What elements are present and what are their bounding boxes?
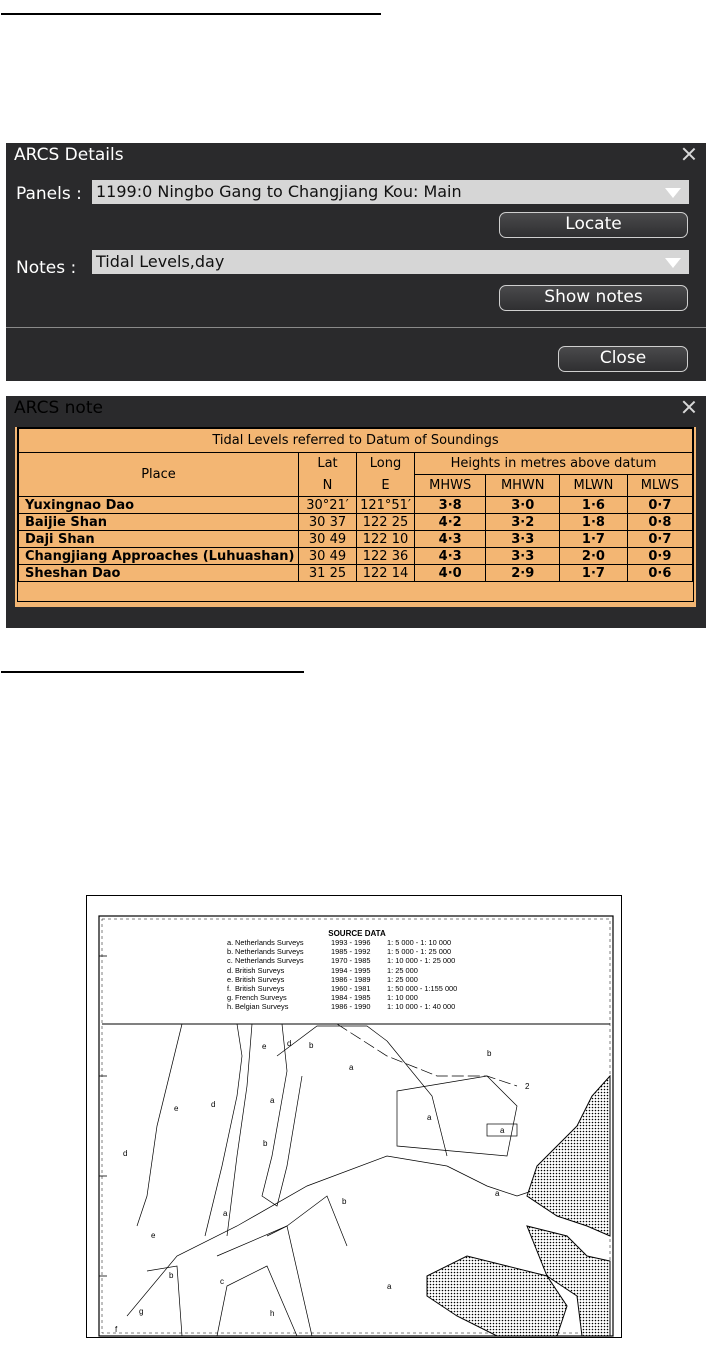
mlwn-cell: 1·7	[560, 565, 628, 582]
close-button[interactable]: Close	[558, 346, 688, 372]
lat-cell: 30°21′	[299, 497, 357, 514]
lat-cell: 30 37	[299, 514, 357, 531]
close-icon[interactable]	[680, 145, 698, 163]
legend-key: b.	[227, 947, 234, 957]
show-notes-button[interactable]: Show notes	[499, 285, 688, 311]
legend-name: Belgian Surveys	[235, 1002, 289, 1012]
map-label: c	[220, 1277, 224, 1286]
legend-scale: 1: 50 000 - 1:155 000	[387, 984, 458, 994]
mlwn-cell: 2·0	[560, 548, 628, 565]
legend-key: e.	[227, 974, 234, 984]
legend-name: Netherlands Surveys	[235, 947, 304, 957]
mhwn-cell: 3·0	[486, 497, 560, 514]
col-mhwn: MHWN	[486, 475, 560, 497]
legend-row	[227, 966, 487, 975]
legend-scale: 1: 5 000 - 1: 10 000	[387, 938, 452, 947]
mlws-cell: 0·9	[627, 548, 692, 565]
arcs-note-window	[6, 396, 706, 628]
locate-button[interactable]: Locate	[499, 212, 688, 238]
map-label: e	[262, 1042, 267, 1051]
mlwn-cell: 1·6	[560, 497, 628, 514]
legend-years: 1960 - 1981	[331, 984, 371, 994]
lat-cell: 30 49	[299, 548, 357, 565]
map-label: a	[387, 1282, 392, 1291]
legend-name: British Surveys	[235, 974, 285, 984]
col-lat: Lat	[299, 453, 357, 475]
panels-select-value: 1199:0 Ningbo Gang to Changjiang Kou: Main	[96, 182, 462, 201]
lat-cell: 31 25	[299, 565, 357, 582]
map-label: b	[487, 1049, 492, 1058]
legend-row	[227, 938, 487, 947]
legend-name: Netherlands Surveys	[235, 938, 304, 947]
legend-row	[227, 984, 487, 993]
map-label: a	[500, 1126, 505, 1135]
mlws-cell: 0·7	[627, 531, 692, 548]
col-long-unit: E	[357, 475, 415, 497]
legend-scale: 1: 25 000	[387, 974, 418, 984]
long-cell: 121°51′	[357, 497, 415, 514]
table-row	[19, 531, 693, 548]
map-label: h	[270, 1309, 275, 1318]
long-cell: 122 14	[357, 565, 415, 582]
mlwn-cell: 1·7	[560, 531, 628, 548]
middle-rule	[1, 671, 304, 673]
legend-years: 1994 - 1995	[331, 965, 371, 975]
legend-name: Netherlands Surveys	[235, 956, 304, 966]
col-mhws: MHWS	[415, 475, 486, 497]
table-title: Tidal Levels referred to Datum of Soundings	[19, 429, 693, 453]
mhws-cell: 4·3	[415, 548, 486, 565]
notes-select[interactable]	[92, 250, 689, 274]
mhwn-cell: 3·2	[486, 514, 560, 531]
map-label: d	[123, 1149, 128, 1158]
mhws-cell: 4·0	[415, 565, 486, 582]
map-label: 2	[525, 1082, 530, 1091]
long-cell: 122 25	[357, 514, 415, 531]
mhwn-cell: 3·3	[486, 531, 560, 548]
notes-label: Notes :	[16, 258, 77, 278]
place-cell: Daji Shan	[19, 531, 299, 548]
legend-name: British Surveys	[235, 965, 285, 975]
place-cell: Changjiang Approaches (Luhuashan)	[19, 548, 299, 565]
legend-years: 1984 - 1985	[331, 993, 371, 1003]
legend-scale: 1: 5 000 - 1: 25 000	[387, 947, 452, 957]
mlws-cell: 0·6	[627, 565, 692, 582]
notes-select-value: Tidal Levels,day	[96, 252, 225, 271]
mhws-cell: 3·8	[415, 497, 486, 514]
table-row	[19, 548, 693, 565]
mlws-cell: 0·8	[627, 514, 692, 531]
mlwn-cell: 1·8	[560, 514, 628, 531]
source-data-legend	[227, 929, 487, 1012]
panels-label: Panels :	[16, 184, 82, 204]
legend-years: 1993 - 1996	[331, 938, 371, 947]
legend-row	[227, 956, 487, 965]
col-long: Long	[357, 453, 415, 475]
mhws-cell: 4·3	[415, 531, 486, 548]
col-heights: Heights in metres above datum	[415, 453, 693, 475]
legend-years: 1986 - 1989	[331, 974, 371, 984]
legend-scale: 1: 10 000	[387, 993, 418, 1003]
place-cell: Sheshan Dao	[19, 565, 299, 582]
note-content	[15, 427, 696, 607]
map-label: a	[427, 1113, 432, 1122]
mhwn-cell: 3·3	[486, 548, 560, 565]
map-label: b	[263, 1139, 268, 1148]
tidal-levels-table	[18, 428, 693, 582]
place-cell: Yuxingnao Dao	[19, 497, 299, 514]
dialog-title: ARCS Details	[14, 145, 124, 165]
legend-row	[227, 975, 487, 984]
table-row	[19, 565, 693, 582]
legend-key: a.	[227, 938, 234, 947]
legend-scale: 1: 10 000 - 1: 25 000	[387, 956, 456, 966]
map-label: a	[495, 1189, 500, 1198]
map-label: a	[270, 1096, 275, 1105]
mhws-cell: 4·2	[415, 514, 486, 531]
legend-row	[227, 993, 487, 1002]
legend-name: French Surveys	[235, 993, 287, 1003]
note-title: ARCS note	[14, 398, 103, 418]
legend-key: f.	[227, 984, 232, 994]
map-label: b	[342, 1197, 347, 1206]
map-label: d	[211, 1100, 216, 1109]
map-label: a	[223, 1209, 228, 1218]
legend-years: 1970 - 1985	[331, 956, 371, 966]
legend-key: d.	[227, 965, 234, 975]
mhwn-cell: 2·9	[486, 565, 560, 582]
legend-key: g.	[227, 993, 234, 1003]
tidal-table-frame	[17, 427, 694, 602]
source-data-diagram	[86, 895, 622, 1338]
mlws-cell: 0·7	[627, 497, 692, 514]
chevron-down-icon	[665, 188, 681, 198]
long-cell: 122 10	[357, 531, 415, 548]
map-label: e	[151, 1231, 156, 1240]
chevron-down-icon	[665, 258, 681, 268]
col-mlwn: MLWN	[560, 475, 628, 497]
close-icon[interactable]	[680, 398, 698, 416]
dialog-separator	[6, 327, 706, 328]
lat-cell: 30 49	[299, 531, 357, 548]
map-label: f	[115, 1325, 118, 1334]
col-lat-unit: N	[299, 475, 357, 497]
legend-years: 1985 - 1992	[331, 947, 371, 957]
legend-key: h.	[227, 1002, 234, 1012]
legend-scale: 1: 10 000 - 1: 40 000	[387, 1002, 456, 1012]
map-label: a	[349, 1063, 354, 1072]
legend-years: 1986 - 1990	[331, 1002, 371, 1012]
table-row	[19, 497, 693, 514]
col-place: Place	[19, 453, 299, 497]
table-row	[19, 514, 693, 531]
legend-name: British Surveys	[235, 984, 285, 994]
map-label: b	[169, 1271, 174, 1280]
map-label: b	[309, 1041, 314, 1050]
legend-row	[227, 1002, 487, 1011]
map-label: e	[174, 1104, 179, 1113]
col-mlws: MLWS	[627, 475, 692, 497]
map-label: g	[139, 1307, 144, 1316]
source-data-title: SOURCE DATA	[328, 929, 386, 938]
legend-row	[227, 947, 487, 956]
panels-select[interactable]	[92, 180, 689, 204]
map-label: d	[287, 1039, 292, 1048]
arcs-details-dialog	[6, 143, 706, 381]
top-rule	[1, 13, 381, 15]
legend-key: c.	[227, 956, 233, 966]
legend-scale: 1: 25 000	[387, 965, 418, 975]
place-cell: Baijie Shan	[19, 514, 299, 531]
long-cell: 122 36	[357, 548, 415, 565]
